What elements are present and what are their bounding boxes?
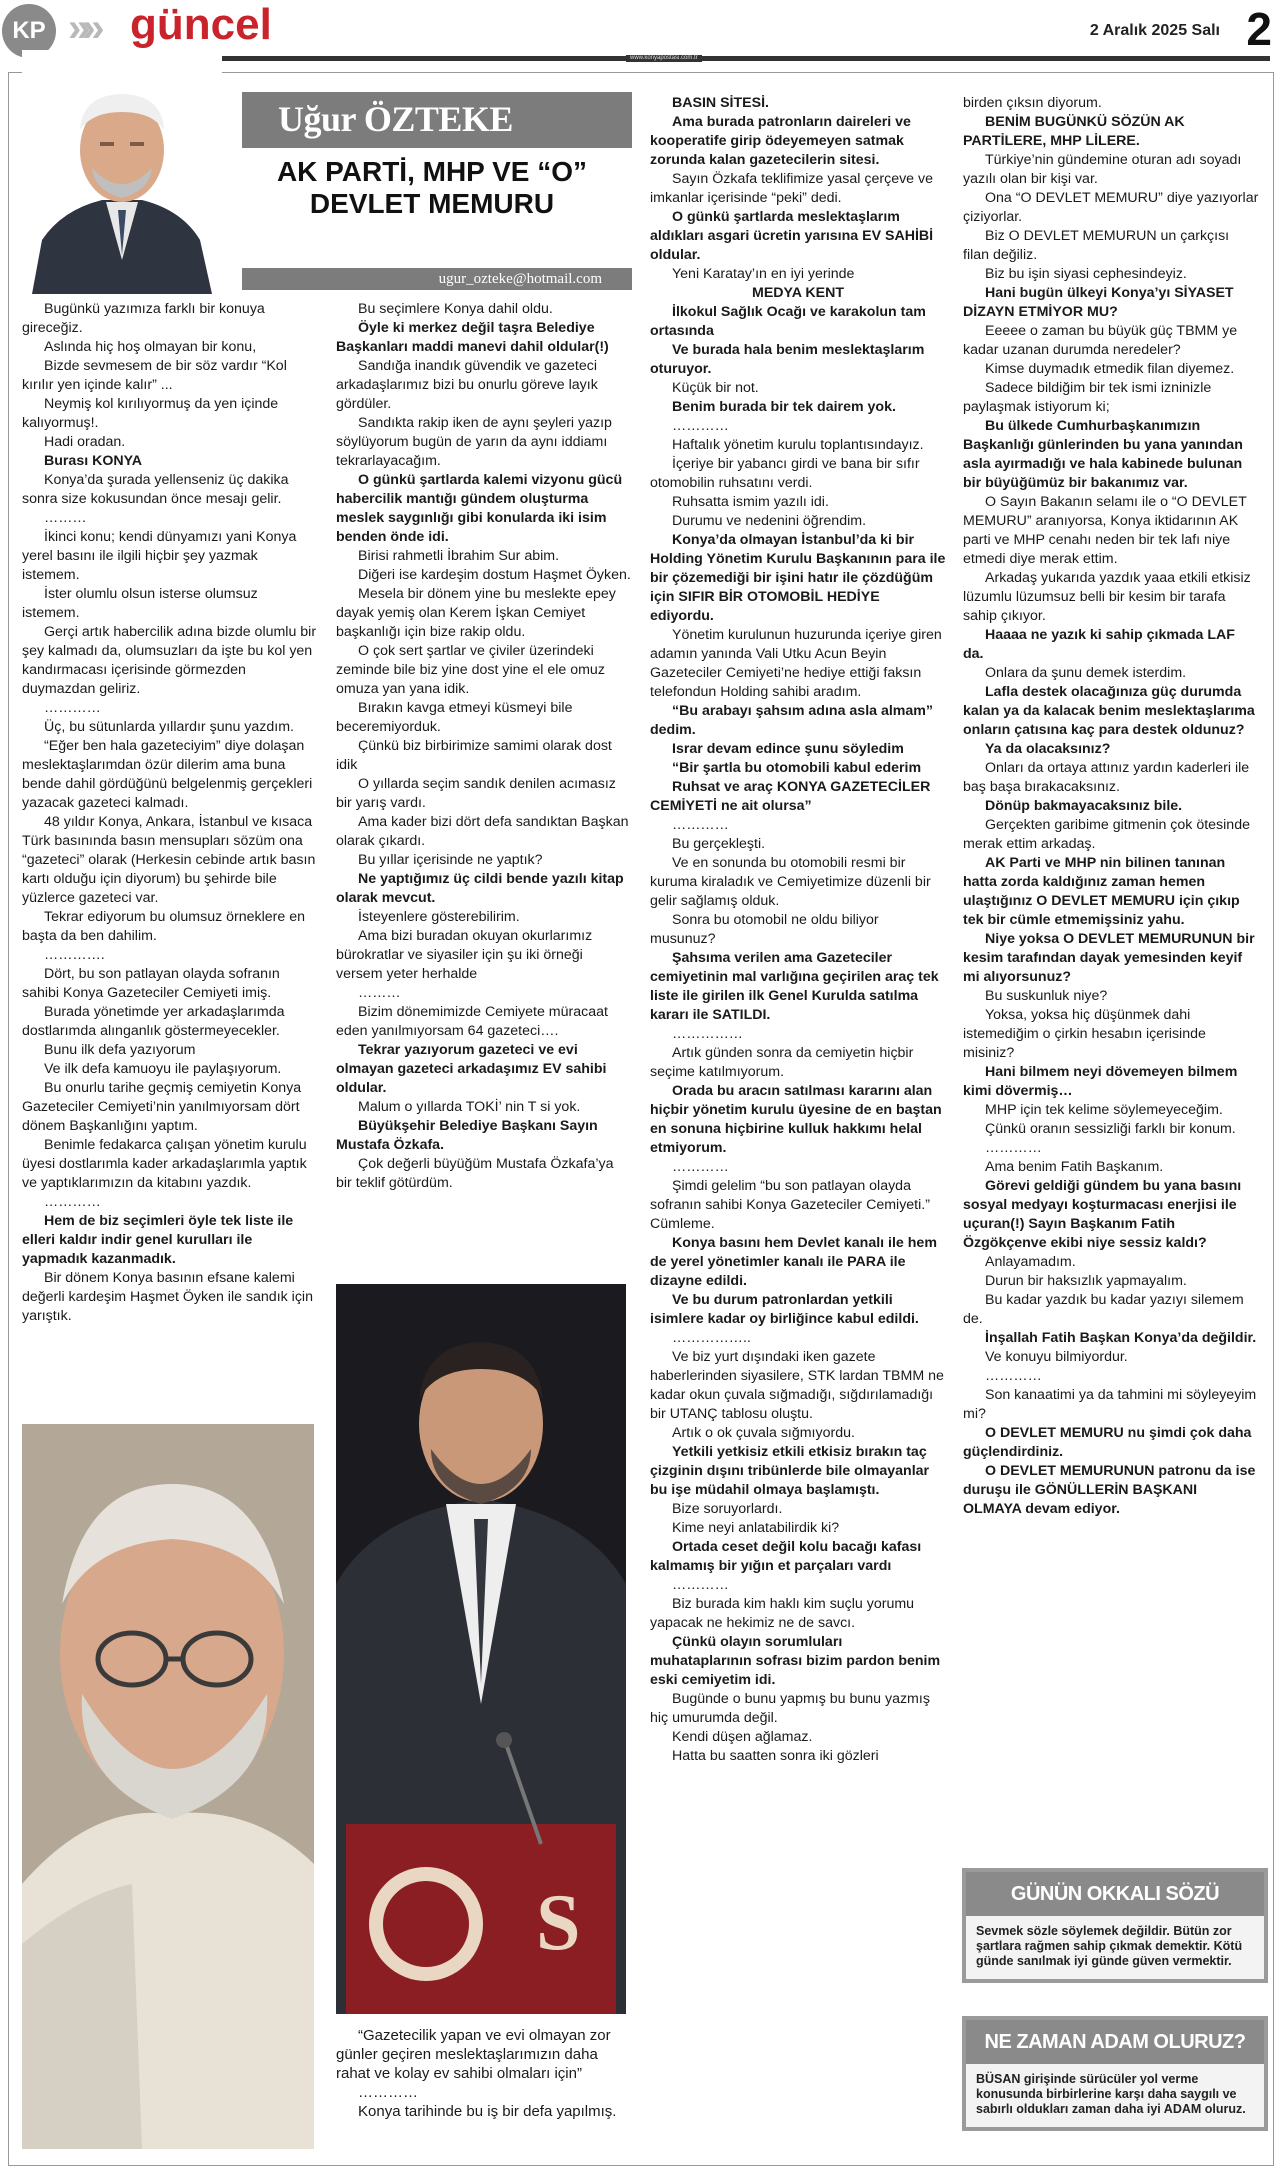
paragraph: “Gazetecilik yapan ve evi olmayan zor günler geçiren meslektaşlarımızın daha rahat ve kolay ev sahibi olmaları için” xyxy=(336,2027,611,2082)
paragraph: Dönüp bakmayacaksınız bile. xyxy=(985,798,1183,814)
paragraph: Ve ilk defa kamuoyu ile paylaşıyorum. xyxy=(44,1061,282,1077)
paragraph: Ona “O DEVLET MEMURU” diye yazıyorlar çiziyorlar. xyxy=(963,190,1259,225)
paragraph: Artık günden sonra da cemiyetin hiçbir seçime katılmıyorum. xyxy=(650,1045,914,1080)
paragraph: Çünkü oranın sessizliği farklı bir konum. xyxy=(985,1121,1236,1137)
paragraph: Haaaa ne yazık ki sahip çıkmada LAF da. xyxy=(963,627,1235,662)
paragraph: O çok sert şartlar ve çiviler üzerindeki zeminde bile biz yine dost yine el ele omuz omuza yan yana idik. xyxy=(336,643,605,697)
paragraph: ………… xyxy=(358,2084,418,2101)
paragraph: Tekrar ediyorum bu olumsuz örneklere en başta da ben dahilim. xyxy=(22,909,306,944)
paragraph: Gerçekten garibime gitmenin çok ötesinde merak ettim arkadaş. xyxy=(963,817,1250,852)
paragraph: Bu gerçekleşti. xyxy=(672,836,766,852)
paragraph: O Sayın Bakanın selamı ile o “O DEVLET MEMURU” aranıyorsa, Konya iktidarının AK parti ve MHP cenahı neden bir tek lafı niye etmedi diye merak ettim. xyxy=(963,494,1247,567)
paragraph: O DEVLET MEMURU nu şimdi çok daha güçlendirdiniz. xyxy=(963,1425,1252,1460)
paragraph: Öyle ki merkez değil taşra Belediye Başkanları maddi manevi dahil oldular(!) xyxy=(336,320,609,355)
paragraph: ……… xyxy=(358,985,401,1001)
paragraph: Eeeee o zaman bu büyük güç TBMM ye kadar uzanan durumda neredeler? xyxy=(963,323,1238,358)
paragraph: İnşallah Fatih Başkan Konya’da değildir. xyxy=(985,1330,1257,1346)
paragraph: Bizim dönemimizde Cemiyete müracaat eden yanılmıyorsam 64 gazeteci…. xyxy=(336,1004,608,1039)
paragraph: Tekrar yazıyorum gazeteci ve evi olmayan gazeteci arkadaşımız EV sahibi oldular. xyxy=(336,1042,607,1096)
paragraph: ………… xyxy=(672,1159,729,1175)
paragraph: …………… xyxy=(672,1026,743,1042)
paragraph: Büyükşehir Belediye Başkanı Sayın Mustafa Özkafa. xyxy=(336,1118,598,1153)
paragraph: Sandıkta rakip iken de aynı şeyleri yazıp söylüyorum bugün de yarın da aynı iddiamı tekrarlayacağım. xyxy=(336,415,612,469)
paragraph: “Eğer ben hala gazeteciyim” diye dolaşan meslektaşlarımdan özür dilerim ama buna bende dahil gördüğünü belgelenmiş gerçekleri yazacak gazeteci kalmadı. xyxy=(22,738,313,811)
photo-elderly-man xyxy=(22,1424,314,2149)
paragraph: Sonra bu otomobil ne oldu biliyor musunuz? xyxy=(650,912,879,947)
paragraph: ………… xyxy=(985,1140,1042,1156)
paragraph: O günkü şartlarda kalemi vizyonu gücü habercilik mantığı gündem oluşturma meslek saygınlığı gibi konularda iki isim benden önde idi. xyxy=(336,472,623,545)
paragraph: Konya tarihinde bu iş bir defa yapılmış. xyxy=(358,2103,617,2120)
paragraph: Ve burada hala benim meslektaşlarım oturuyor. xyxy=(650,342,925,377)
paragraph: Sadece bildiğim bir tek ismi izninizle paylaşmak istiyorum ki; xyxy=(963,380,1212,415)
paragraph: Benimle fedakarca çalışan yönetim kurulu üyesi dostlarımla kader arkadaşlarımla yaptık ve yaptıklarımızın da kitabını yazdık. xyxy=(22,1137,307,1191)
paragraph: İlkokul Sağlık Ocağı ve karakolun tam ortasında xyxy=(650,304,926,339)
paragraph: Niye yoksa O DEVLET MEMURUNUN bir kesim tarafından dayak yemesinden keyif mi alıyorsunuz? xyxy=(963,931,1255,985)
paragraph: Hani bugün ülkeyi Konya’yı SİYASET DİZAYN ETMİYOR MU? xyxy=(963,285,1234,320)
paragraph: İkinci konu; kendi dünyamızı yani Konya yerel basını ile ilgili hiçbir şey yazmak istemem. xyxy=(22,529,297,583)
paragraph: Lafla destek olacağınıza güç durumda kalan ya da kalacak benim meslektaşlarıma onların çatısına kaç para destek oldunuz? xyxy=(963,684,1255,738)
paragraph: Hani bilmem neyi dövemeyen bilmem kimi dövermiş… xyxy=(963,1064,1238,1099)
when-will-we-be-human-text: BÜSAN girişinde sürücüler yol verme konusunda birbirlerine karşı daha saygılı ve sabırlı oldukları zaman daha iyi ADAM oluruz. xyxy=(976,2072,1246,2116)
paragraph: Onlara da şunu demek isterdim. xyxy=(985,665,1187,681)
paragraph: AK Parti ve MHP nin bilinen tanınan hatta zorda kaldığınız zaman hemen ulaştığınız O DEVLET MEMURU için çıkıp tek bir cümle etmemişsiniz yahu. xyxy=(963,855,1240,928)
paragraph: Durun bir haksızlık yapmayalım. xyxy=(985,1273,1187,1289)
paragraph: Yönetim kurulunun huzurunda içeriye giren adamın yanında Vali Utku Acun Beyin Gazeteciler Cemiyeti’ne hediye ettiği faksın telefondun Holding sahibi aradım. xyxy=(650,627,942,700)
paragraph: Bu onurlu tarihe geçmiş cemiyetin Konya Gazeteciler Cemiyeti’nin yanılmıyorsam dört dönem Başkanlığını yaptım. xyxy=(22,1080,302,1134)
page-number: 2 xyxy=(1246,3,1272,55)
paragraph: Bu suskunluk niye? xyxy=(985,988,1108,1004)
paragraph: Ve en sonunda bu otomobili resmi bir kuruma kiraladık ve Cemiyetimize düzenli bir gelir sağlamış olduk. xyxy=(650,855,931,909)
photo-speaker-at-podium xyxy=(336,1284,626,2014)
paragraph: Bize soruyorlardı. xyxy=(672,1501,783,1517)
when-will-we-be-human-box xyxy=(962,2016,1268,2131)
paragraph: Kimse duymadık etmedik filan diyemez. xyxy=(985,361,1235,377)
article-column-1 xyxy=(22,300,318,1326)
paragraph: Konya’da olmayan İstanbul’da ki bir Holding Yönetim Kurulu Başkanının para ile bir çözemediği bir işini hatır ile çözdüğüm için SIFIR BİR OTOMOBİL HEDİYE ediyordu. xyxy=(650,532,946,624)
paragraph: Bu kadar yazdık bu kadar yazıyı silemem de. xyxy=(963,1292,1244,1327)
paragraph: O DEVLET MEMURUNUN patronu da ise duruşu ile GÖNÜLLERİN BAŞKANI OLMAYA devam ediyor. xyxy=(963,1463,1256,1517)
paragraph: Konya basını hem Devlet kanalı ile hem de yerel yönetimler kanalı ile PARA ile dizayne edildi. xyxy=(650,1235,937,1289)
paragraph: Konya’da şurada yellenseniz üç dakika sonra size kokusundan önce mesajı gelir. xyxy=(22,472,289,507)
svg-text:S: S xyxy=(536,1879,581,1967)
paragraph: İçeriye bir yabancı girdi ve bana bir sıfır otomobilin ruhsatını verdi. xyxy=(650,456,920,491)
paragraph: Ve konuyu bilmiyordur. xyxy=(985,1349,1128,1365)
paragraph: Sandığa inandık güvendik ve gazeteci arkadaşlarımız bizi bu onurlu göreve layık gördüler. xyxy=(336,358,598,412)
paragraph: Bu seçimlere Konya dahil oldu. xyxy=(358,301,553,317)
paragraph: Sayın Özkafa teklifimize yasal çerçeve ve imkanlar içerisinde “peki” dedi. xyxy=(650,171,933,206)
paragraph: Çünkü biz birbirimize samimi olarak dost idik xyxy=(336,738,612,773)
paragraph: Neymiş kol kırılıyormuş da yen içinde kalıyormuş!. xyxy=(22,396,279,431)
paragraph: Bir dönem Konya basının efsane kalemi değerli kardeşim Haşmet Öyken ile sandık için yarıştık. xyxy=(22,1270,313,1324)
paragraph: Hatta bu saatten sonra iki gözleri xyxy=(672,1748,879,1764)
paragraph: Bu ülkede Cumhurbaşkanımızın Başkanlığı günlerinden bu yana yanından asla ayırmadığı ve hala kabinede bulunan bir büyüğümüz bir bakanımız var. xyxy=(963,418,1243,491)
when-will-we-be-human-title: NE ZAMAN ADAM OLURUZ? xyxy=(966,2020,1264,2064)
paragraph: Artık o ok çuvala sığmıyordu. xyxy=(672,1425,855,1441)
paragraph: Hadi oradan. xyxy=(44,434,126,450)
paragraph: Onları da ortaya attınız yardın kaderleri ile baş başa bırakacaksınız. xyxy=(963,760,1250,795)
paragraph: Diğeri ise kardeşim dostum Haşmet Öyken. xyxy=(358,567,631,583)
quote-of-the-day-title: GÜNÜN OKKALI SÖZÜ xyxy=(966,1872,1264,1916)
paragraph: Yoksa, yoksa hiç düşünmek dahi istemediğim o çirkin hesabın içerisinde misiniz? xyxy=(963,1007,1206,1061)
paragraph: Burada yönetimde yer arkadaşlarımda dostlarımda alınganlık göstermeyecekler. xyxy=(22,1004,285,1039)
quote-of-the-day-text: Sevmek sözle söylemek değildir. Bütün zor şartlara rağmen sahip çıkmak demektir. Kötü günde sanılmak iyi günde güven vermektir. xyxy=(976,1924,1243,1968)
paragraph: Kendi düşen ağlamaz. xyxy=(672,1729,813,1745)
paragraph: ………… xyxy=(985,1368,1042,1384)
paragraph: Burası KONYA xyxy=(44,453,143,469)
paragraph: Ne yaptığımız üç cildi bende yazılı kitap olarak mevcut. xyxy=(336,871,624,906)
paragraph: Ama bizi buradan okuyan okurlarımız bürokratlar ve siyasiler için şu iki örneği versem yeter herhalde xyxy=(336,928,593,982)
paragraph: Üç, bu sütunlarda yıllardır şunu yazdım. xyxy=(44,719,294,735)
paragraph: Bugünde o bunu yapmış bu bunu yazmış hiç umurumda değil. xyxy=(650,1691,930,1726)
paragraph: Israr devam edince şunu söyledim xyxy=(672,741,904,757)
paragraph: Aslında hiç hoş olmayan bir konu, xyxy=(44,339,257,355)
paragraph: MEDYA KENT xyxy=(752,285,844,301)
paragraph: Hem de biz seçimleri öyle tek liste ile elleri kaldır indir genel kurulları ile yapmadık kazanmadık. xyxy=(22,1213,294,1267)
paragraph: Dört, bu son patlayan olayda sofranın sahibi Konya Gazeteciler Cemiyeti imiş. xyxy=(22,966,280,1001)
paragraph: Bugünkü yazımıza farklı bir konuya gireceğiz. xyxy=(22,301,265,336)
section-title: güncel xyxy=(130,0,272,49)
paragraph: Biz O DEVLET MEMURUN un çarkçısı filan değiliz. xyxy=(963,228,1230,263)
paragraph: Biz bu işin siyasi cephesindeyiz. xyxy=(985,266,1187,282)
paragraph: İster olumlu olsun isterse olumsuz istemem. xyxy=(22,586,258,621)
paragraph: Yeni Karatay’ın en iyi yerinde xyxy=(672,266,855,282)
paragraph: ………… xyxy=(672,817,729,833)
paragraph: Birisi rahmetli İbrahim Sur abim. xyxy=(358,548,560,564)
paragraph: Şimdi gelelim “bu son patlayan olayda sofranın sahibi Konya Gazeteciler Cemiyeti.” Cümleme. xyxy=(650,1178,930,1232)
masthead-url[interactable]: www.konyapostasi.com.tr xyxy=(626,55,702,62)
paragraph: Arkadaş yukarıda yazdık yaaa etkili etkisiz lüzumlu lüzumsuz belli bir kesim bir tarafa sahip çıkıyor. xyxy=(963,570,1251,624)
paragraph: Türkiye’nin gündemine oturan adı soyadı yazılı olan bir kişi var. xyxy=(963,152,1242,187)
paragraph: BASIN SİTESİ. xyxy=(672,95,769,111)
paragraph: Bunu ilk defa yazıyorum xyxy=(44,1042,196,1058)
paragraph: Orada bu aracın satılması kararını alan hiçbir yönetim kurulu üyesine de en baştan en sonuna hiçbirine kulluk hakkımı helal etmiyorum. xyxy=(650,1083,942,1156)
paragraph: 48 yıldır Konya, Ankara, İstanbul ve kısaca Türk basınında basın mensupları sözüm ona “gazeteci” olarak (Herkesin cebinde artık basın kartı olduğu için diyorum) bu şehirde bile yüzlerce gazeteci var. xyxy=(22,814,316,906)
paragraph: Biz burada kim haklı kim suçlu yorumu yapacak ne hekimiz ne de savcı. xyxy=(650,1596,915,1631)
paragraph: Çok değerli büyüğüm Mustafa Özkafa’ya bir teklif götürdüm. xyxy=(336,1156,614,1191)
author-email[interactable]: ugur_ozteke@hotmail.com xyxy=(242,268,632,290)
author-photo xyxy=(22,50,222,294)
paragraph: Ortada ceset değil kolu bacağı kafası kalmamış bir yığın et parçaları vardı xyxy=(650,1539,922,1574)
paragraph: Şahsıma verilen ama Gazeteciler cemiyetinin mal varlığına geçirilen araç tek liste ile girilen ilk Genel Kurulda satılma kararı ile SATILDI. xyxy=(650,950,939,1023)
paragraph: Mesela bir dönem yine bu meslekte epey dayak yemiş olan Kerem İşkan Cemiyet başkanlığı için bize rakip oldu. xyxy=(336,586,616,640)
paragraph: Malum o yıllarda TOKİ’ nin T si yok. xyxy=(358,1099,581,1115)
paragraph: Ve bu durum patronlardan yetkili isimlere kadar oy birliğince kabul edildi. xyxy=(650,1292,919,1327)
paragraph: “Bir şartla bu otomobili kabul ederim xyxy=(672,760,922,776)
photo-caption xyxy=(336,2026,632,2121)
logo[interactable]: KP xyxy=(2,4,56,58)
paragraph: Ruhsat ve araç KONYA GAZETECİLER CEMİYETİ ne ait olursa” xyxy=(650,779,931,814)
paragraph: ………… xyxy=(672,418,729,434)
paragraph: İsteyenlere gösterebilirim. xyxy=(358,909,520,925)
paragraph: “Bu arabayı şahsım adına asla almam” dedim. xyxy=(650,703,934,738)
paragraph: …………….. xyxy=(672,1330,751,1346)
paragraph: Durumu ve nedenini öğrendim. xyxy=(672,513,867,529)
paragraph: Ama benim Fatih Başkanım. xyxy=(985,1159,1164,1175)
article-column-3 xyxy=(650,94,946,1766)
author-name: Uğur ÖZTEKE xyxy=(278,99,513,139)
paragraph: …………. xyxy=(44,947,105,963)
paragraph: Görevi geldiği gündem bu yana basını sosyal medyayı koşturmacası enerjisi ile uçuran(!) Sayın Başkanım Fatih Özgökçenve ekibi niye sessiz kaldı? xyxy=(963,1178,1242,1251)
paragraph: BENİM BUGÜNKÜ SÖZÜN AK PARTİLERE, MHP LİLERE. xyxy=(963,114,1185,149)
article-column-2 xyxy=(336,300,632,1193)
article-column-4 xyxy=(963,94,1259,1519)
paragraph: Küçük bir not. xyxy=(672,380,759,396)
paragraph: Anlayamadım. xyxy=(985,1254,1076,1270)
paragraph: Ama kader bizi dört defa sandıktan Başkan olarak çıkardı. xyxy=(336,814,629,849)
paragraph: O yıllarda seçim sandık denilen acımasız bir yarış vardı. xyxy=(336,776,616,811)
paragraph: Ve biz yurt dışındaki iken gazete haberlerinden siyasilere, STK lardan TBMM ne kadar okun çuvala sığmadığı, sığdırılamadığı bir UTANÇ tablosu oluştu. xyxy=(650,1349,944,1422)
paragraph: O günkü şartlarda meslektaşlarım aldıkları asgari ücretin yarısına EV SAHİBİ oldular. xyxy=(650,209,934,263)
paragraph: ……… xyxy=(44,510,87,526)
chevrons-icon: »» xyxy=(68,6,97,50)
paragraph: Kime neyi anlatabilirdik ki? xyxy=(672,1520,840,1536)
paragraph: Yetkili yetkisiz etkili etkisiz bırakın taç çizginin dışını tribünlerde bile olmayanlar bu işe müdahil olmaya başlamıştı. xyxy=(650,1444,930,1498)
issue-date: 2 Aralık 2025 Salı xyxy=(1089,22,1220,39)
paragraph: Ya da olacaksınız? xyxy=(985,741,1111,757)
paragraph: Bu yıllar içerisinde ne yaptık? xyxy=(358,852,543,868)
paragraph: Ruhsatta ismim yazılı idi. xyxy=(672,494,829,510)
paragraph: ………… xyxy=(44,700,101,716)
paragraph: Gerçi artık habercilik adına bizde olumlu bir şey kalmadı da, olumsuzları da işte bu kol yen kandırmacası içerisinde görmezden duymazdan geliriz. xyxy=(22,624,317,697)
quote-of-the-day-box xyxy=(962,1868,1268,1983)
paragraph: Ama burada patronların daireleri ve kooperatife girip ödeyemeyen satmak zorunda kalan gazetecilerin sitesi. xyxy=(650,114,911,168)
paragraph: Çünkü olayın sorumluları muhataplarının sofrası bizim pardon benim eski cemiyetim idi. xyxy=(650,1634,941,1688)
author-box xyxy=(22,92,632,292)
paragraph: Son kanaatimi ya da tahmini mi söyleyeyim mi? xyxy=(963,1387,1257,1422)
paragraph: MHP için tek kelime söylemeyeceğim. xyxy=(985,1102,1223,1118)
paragraph: Bizde sevmesem de bir söz vardır “Kol kırılır yen içinde kalır” ... xyxy=(22,358,287,393)
paragraph: Bırakın kavga etmeyi küsmeyi bile beceremiyorduk. xyxy=(336,700,573,735)
paragraph: Haftalık yönetim kurulu toplantısındayız. xyxy=(672,437,924,453)
paragraph: Benim burada bir tek dairem yok. xyxy=(672,399,896,415)
paragraph: birden çıksın diyorum. xyxy=(963,95,1102,111)
paragraph: ………… xyxy=(44,1194,101,1210)
paragraph: ………… xyxy=(672,1577,729,1593)
headline: AK PARTİ, MHP VE “O” DEVLET MEMURU xyxy=(276,156,588,219)
